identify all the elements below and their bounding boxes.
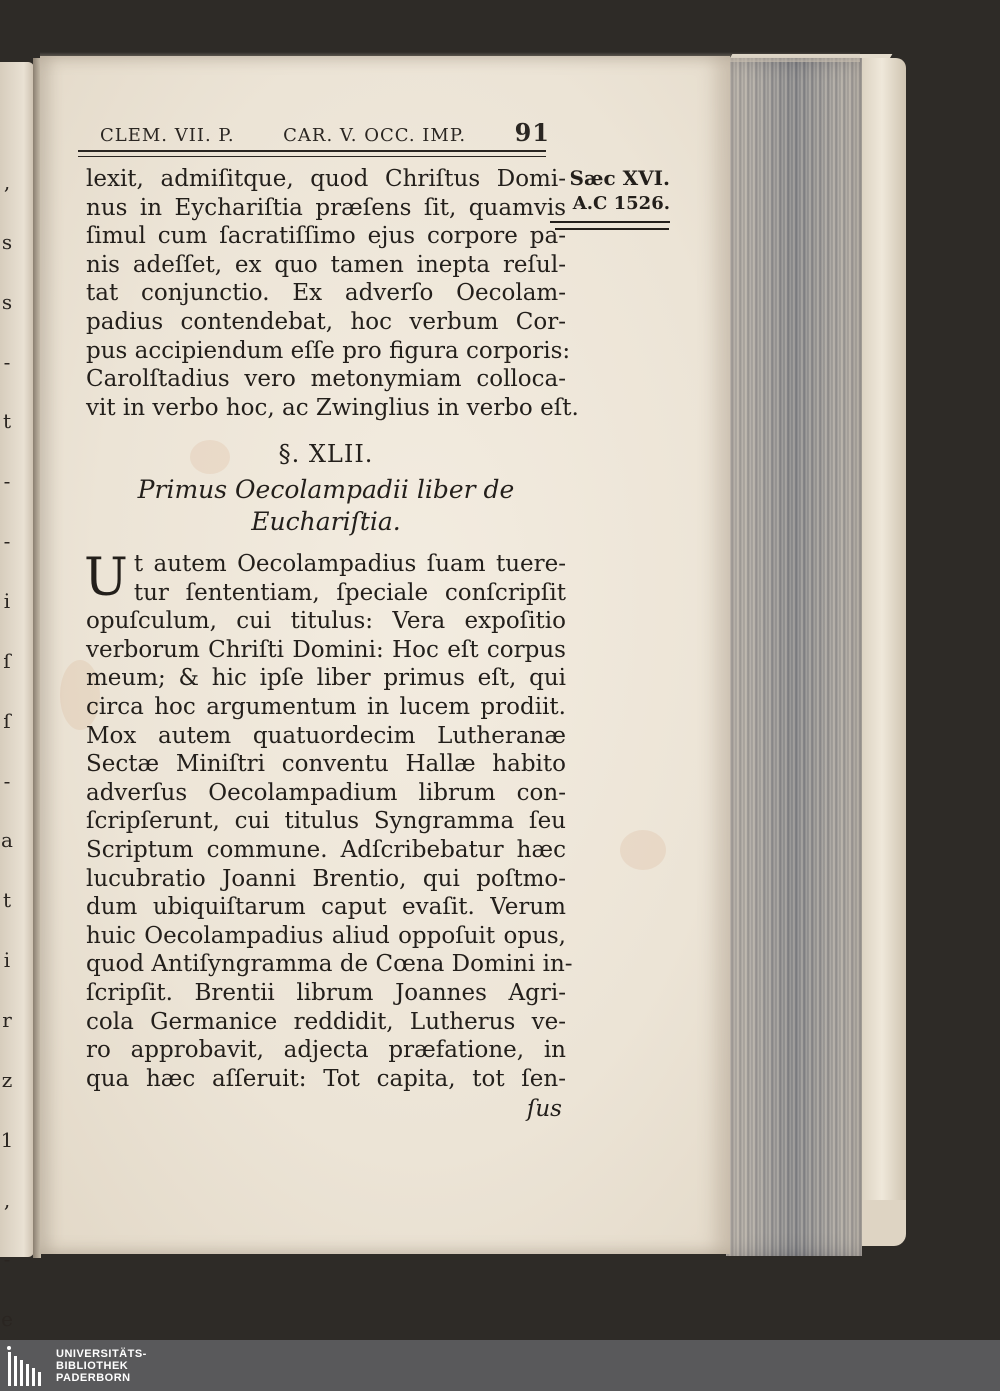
- margin-rule: [555, 228, 669, 234]
- library-footer: [0, 1340, 1000, 1391]
- library-name: UNIVERSITÄTS- BIBLIOTHEK PADERBORN: [56, 1347, 147, 1384]
- text-line: verborum Chriſti Domini: Hoc eſt corpus: [86, 636, 566, 663]
- facing-page-glyph: t: [2, 409, 12, 434]
- text-line: lucubratio Joanni Brentio, qui poſtmo-: [86, 865, 566, 892]
- page-number: 91: [514, 118, 550, 147]
- paragraph-1: [86, 165, 579, 422]
- facing-page-glyph: -: [3, 768, 11, 793]
- facing-page-glyph: -: [3, 1247, 11, 1272]
- facing-page-glyph: e: [1, 1307, 13, 1332]
- margin-note: [550, 165, 670, 223]
- catchword: ſus: [526, 1096, 562, 1122]
- text-line: Sectæ Miniſtri conventu Hallæ habito: [86, 751, 566, 778]
- header-rule: [78, 150, 546, 157]
- text-line: vit in verbo hoc, ac Zwinglius in verbo eſt.: [86, 394, 579, 421]
- facing-page-glyph: a: [1, 828, 13, 853]
- text-line: ſcripſerunt, cui titulus Syngramma ſeu: [86, 808, 566, 835]
- facing-page-glyph: ſ: [3, 648, 11, 673]
- text-line: qua hæc aſſeruit: Tot capita, tot ſen-: [86, 1065, 566, 1092]
- section-title-line: Primus Oecolampadii liber de: [137, 475, 515, 504]
- facing-page-glyph: z: [1, 1067, 13, 1092]
- text-line: ſcripſit. Brentii librum Joannes Agri-: [86, 979, 566, 1006]
- text-line: circa hoc argumentum in lucem prodiit.: [86, 693, 566, 720]
- facing-page-glyph: i: [3, 948, 11, 973]
- facing-page-glyph: -: [3, 469, 11, 494]
- facing-page-glyph: -: [3, 349, 11, 374]
- drop-cap: U: [84, 548, 128, 608]
- text-line: nus in Eychariſtia præſens ſit, quamvis: [86, 194, 566, 221]
- facing-page-glyph: -: [3, 529, 11, 554]
- text-line: huic Oecolampadius aliud oppoſuit opus,: [86, 922, 566, 949]
- facing-page-glyph: ,: [3, 170, 11, 194]
- library-logo-icon: [4, 1346, 48, 1386]
- text-line: meum; & hic ipſe liber primus eſt, qui: [86, 665, 566, 692]
- facing-page-glyph: ,: [3, 1187, 11, 1212]
- text-line: padius contendebat, hoc verbum Cor-: [86, 308, 566, 335]
- text-line: nis adeſſet, ex quo tamen inepta reſul-: [86, 251, 566, 278]
- text-line: t autem Oecolampadius ſuam tuere-: [133, 551, 566, 577]
- text-line: Mox autem quatuordecim Lutheranæ: [86, 722, 566, 749]
- section-title: [86, 474, 566, 538]
- text-line: ro approbavit, adjecta præfatione, in: [86, 1037, 566, 1064]
- text-line: pus accipiendum eſſe pro figura corporis:: [86, 337, 571, 364]
- text-line: ſimul cum ſacratiſſimo ejus corpore pa-: [86, 223, 566, 250]
- text-line: tat conjunctio. Ex adverſo Oecolam-: [86, 280, 566, 307]
- facing-page-glyph: i: [3, 589, 11, 614]
- text-line: dum ubiquiſtarum caput evaſit. Verum: [86, 894, 566, 921]
- paragraph-2: [84, 548, 573, 1093]
- text-line: opuſculum, cui titulus: Vera expoſitio: [86, 608, 566, 635]
- text-line: tur ſententiam, ſpeciale conſcripſit: [133, 579, 566, 606]
- text-line: Carolſtadius vero metonymiam colloca-: [86, 366, 566, 393]
- running-head-center: CAR. V. OCC. IMP.: [283, 125, 467, 146]
- section-title-line: Euchariſtia.: [251, 507, 401, 536]
- facing-page-glyph: t: [2, 888, 12, 913]
- text-line: adverſus Oecolampadium librum con-: [86, 779, 566, 806]
- text-line: Scriptum commune. Adſcribebatur hæc: [86, 836, 566, 863]
- facing-page-glyph: r: [2, 1008, 12, 1033]
- book-cover-edge: [858, 58, 906, 1238]
- facing-page-glyph: s: [1, 229, 13, 254]
- text-line: cola Germanice reddidit, Lutherus ve-: [86, 1008, 566, 1035]
- facing-page-glyph: s: [1, 289, 13, 314]
- facing-page-glyph: ſ: [3, 708, 11, 733]
- margin-note-year: A.C 1526.: [550, 191, 670, 223]
- text-line: quod Antiſyngramma de Cœna Domini in-: [86, 951, 573, 978]
- section-number: §. XLII.: [278, 440, 374, 468]
- running-head-left: CLEM. VII. P.: [100, 125, 235, 146]
- margin-note-century: Sæc XVI.: [569, 166, 670, 190]
- text-line: lexit, admiſitque, quod Chriſtus Domi-: [86, 166, 566, 192]
- facing-page-glyph: 1: [0, 1127, 14, 1152]
- running-head: [100, 118, 550, 147]
